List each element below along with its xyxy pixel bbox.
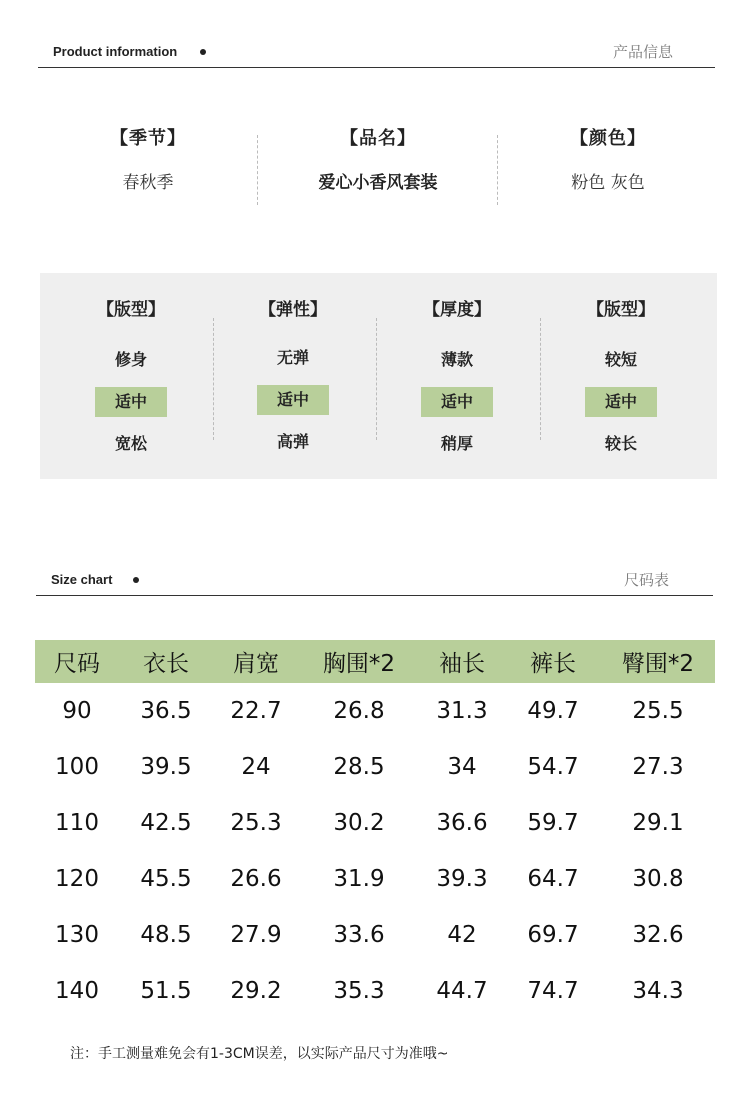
spec-length — [546, 295, 696, 459]
size-chart-title-en: Size chart — [51, 572, 113, 587]
table-cell: 42.5 — [140, 810, 192, 836]
table-cell: 27.3 — [632, 754, 684, 780]
table-cell: 22.7 — [230, 698, 282, 724]
info-title: 【颜色】 — [570, 128, 646, 149]
spec-option-selected: 适中 — [421, 387, 493, 417]
table-cell: 64.7 — [527, 866, 579, 892]
table-cell: 26.6 — [230, 866, 282, 892]
product-info-row — [38, 120, 715, 210]
table-cell: 59.7 — [527, 810, 579, 836]
product-info-title-en: Product information — [53, 44, 178, 59]
table-cell: 29.1 — [632, 810, 684, 836]
table-cell: 35.3 — [333, 978, 385, 1004]
info-value: 粉色 灰色 — [571, 173, 645, 193]
spec-option: 宽松 — [114, 434, 147, 453]
info-title: 【品名】 — [340, 128, 416, 149]
divider — [540, 318, 541, 440]
table-cell: 31.9 — [333, 866, 385, 892]
bullet-dot-icon — [133, 577, 139, 583]
column-header: 衣长 — [119, 640, 213, 683]
info-title: 【季节】 — [110, 128, 186, 149]
table-cell: 74.7 — [527, 978, 579, 1004]
divider — [213, 318, 214, 440]
table-cell: 25.3 — [230, 810, 282, 836]
table-cell: 39.3 — [436, 866, 488, 892]
table-cell: 90 — [62, 698, 92, 724]
info-product-name — [258, 120, 498, 193]
spec-option: 修身 — [114, 350, 147, 369]
table-cell: 140 — [55, 978, 99, 1004]
column-header: 袖长 — [419, 640, 505, 683]
table-cell: 31.3 — [436, 698, 488, 724]
divider — [376, 318, 377, 440]
column-header: 尺码 — [35, 640, 119, 683]
table-cell: 120 — [55, 866, 99, 892]
spec-option-selected: 适中 — [585, 387, 657, 417]
table-header-row — [35, 640, 715, 683]
table-cell: 48.5 — [140, 922, 192, 948]
table-row — [35, 907, 715, 963]
spec-title: 【弹性】 — [259, 300, 327, 320]
bullet-dot-icon — [200, 49, 206, 55]
column-header: 裤长 — [505, 640, 601, 683]
table-row — [35, 683, 715, 739]
info-value: 春秋季 — [122, 173, 174, 193]
table-cell: 45.5 — [140, 866, 192, 892]
info-season — [38, 120, 258, 193]
spec-option: 薄款 — [440, 350, 473, 369]
table-cell: 27.9 — [230, 922, 282, 948]
table-cell: 30.2 — [333, 810, 385, 836]
table-cell: 28.5 — [333, 754, 385, 780]
table-cell: 25.5 — [632, 698, 684, 724]
product-info-title-cn: 产品信息 — [612, 43, 673, 61]
column-header: 肩宽 — [213, 640, 299, 683]
spec-title: 【版型】 — [587, 300, 655, 320]
table-cell: 34 — [447, 754, 477, 780]
table-cell: 30.8 — [632, 866, 684, 892]
table-cell: 32.6 — [632, 922, 684, 948]
table-cell: 29.2 — [230, 978, 282, 1004]
table-cell: 39.5 — [140, 754, 192, 780]
spec-option: 较长 — [604, 434, 637, 453]
table-cell: 130 — [55, 922, 99, 948]
table-cell: 51.5 — [140, 978, 192, 1004]
spec-option-selected: 适中 — [257, 385, 329, 415]
size-chart-header — [36, 566, 713, 596]
spec-panel — [40, 273, 717, 479]
product-info-header — [38, 38, 715, 68]
table-cell: 44.7 — [436, 978, 488, 1004]
spec-option: 较短 — [604, 350, 637, 369]
table-cell: 26.8 — [333, 698, 385, 724]
table-cell: 54.7 — [527, 754, 579, 780]
spec-option-selected: 适中 — [95, 387, 167, 417]
table-row — [35, 739, 715, 795]
table-cell: 34.3 — [632, 978, 684, 1004]
column-header: 臀围*2 — [601, 640, 715, 683]
spec-fit — [56, 295, 206, 459]
table-row — [35, 851, 715, 907]
column-header: 胸围*2 — [299, 640, 419, 683]
table-cell: 49.7 — [527, 698, 579, 724]
size-chart-title-cn: 尺码表 — [623, 571, 669, 589]
measurement-note: 注：手工测量难免会有1-3CM误差，以实际产品尺寸为准哦~ — [70, 1046, 449, 1062]
table-cell: 100 — [55, 754, 99, 780]
table-cell: 33.6 — [333, 922, 385, 948]
table-row — [35, 795, 715, 851]
spec-title: 【厚度】 — [423, 300, 491, 320]
table-cell: 110 — [55, 810, 99, 836]
info-color — [498, 120, 718, 193]
spec-elasticity — [218, 295, 368, 457]
spec-option: 无弹 — [276, 348, 309, 367]
table-cell: 36.6 — [436, 810, 488, 836]
table-cell: 69.7 — [527, 922, 579, 948]
size-table — [35, 640, 715, 1019]
spec-option: 高弹 — [276, 432, 309, 451]
table-cell: 24 — [241, 754, 271, 780]
spec-thickness — [382, 295, 532, 459]
table-row — [35, 963, 715, 1019]
info-value: 爱心小香风套装 — [318, 173, 438, 193]
table-cell: 36.5 — [140, 698, 192, 724]
spec-option: 稍厚 — [440, 434, 473, 453]
table-cell: 42 — [447, 922, 477, 948]
spec-title: 【版型】 — [97, 300, 165, 320]
